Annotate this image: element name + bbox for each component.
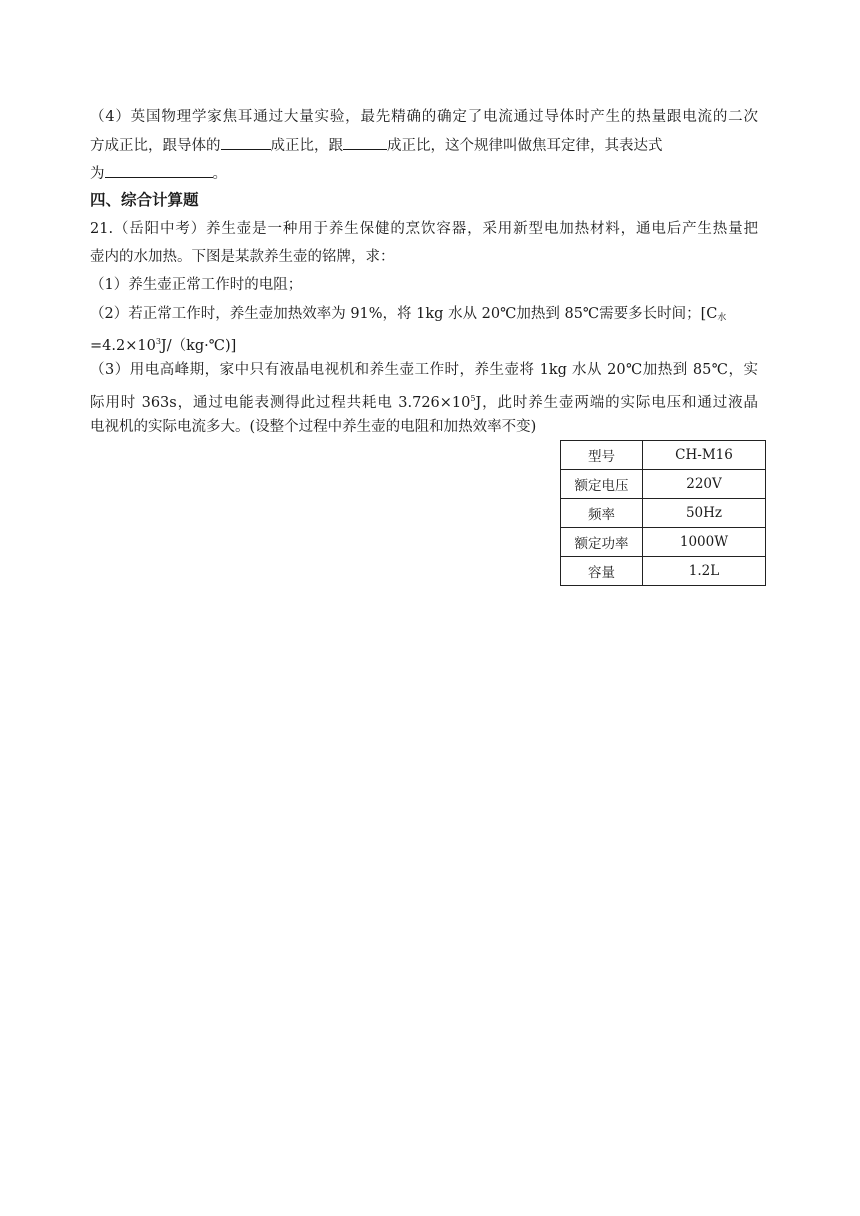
nameplate-label: 容量: [561, 557, 643, 586]
q21-sub2-text-b: J/（kg·℃)]: [160, 338, 237, 354]
q21-sub2-text-a: =4.2×10: [90, 338, 156, 354]
part4-text-d: 为: [90, 166, 105, 182]
nameplate-label: 型号: [561, 441, 643, 470]
part4-line-2: [90, 135, 663, 156]
nameplate-row: [561, 470, 766, 499]
nameplate-body: [561, 441, 766, 586]
nameplate-value: CH-M16: [643, 441, 766, 470]
part4-text-c: 成正比，这个规律叫做焦耳定律，其表达式: [387, 138, 663, 154]
water-subscript: 水: [717, 313, 727, 323]
nameplate-value: 1000W: [643, 528, 766, 557]
q21-sub2-line-2: [90, 332, 236, 356]
part4-text-e: 。: [212, 166, 227, 182]
nameplate-value: 1.2L: [643, 557, 766, 586]
nameplate-row: [561, 499, 766, 528]
q21-line-1: 21.（岳阳中考）养生壶是一种用于养生保健的烹饮容器，采用新型电加热材料，通电后产生热量把: [90, 221, 758, 237]
q21-sub2-text: （2）若正常工作时，养生壶加热效率为 91%，将 1kg 水从 20℃加热到 85℃需要多长时间；[C: [90, 306, 718, 322]
part4-line-3: [90, 163, 227, 184]
exponent-3: 3: [155, 337, 161, 346]
answer-blank-1[interactable]: [221, 135, 271, 150]
nameplate-row: [561, 528, 766, 557]
nameplate-value: 50Hz: [643, 499, 766, 528]
section-title: 四、综合计算题: [90, 191, 199, 209]
answer-blank-3[interactable]: [105, 163, 213, 178]
exponent-5: 5: [470, 394, 476, 403]
nameplate-label: 额定电压: [561, 470, 643, 499]
nameplate-value: 220V: [643, 470, 766, 499]
q21-sub3-text-b: J，此时养生壶两端的实际电压和通过液晶: [475, 395, 758, 411]
q21-sub1: （1）养生壶正常工作时的电阻；: [90, 277, 303, 293]
nameplate-label: 额定功率: [561, 528, 643, 557]
q21-sub3-line-1: （3）用电高峰期，家中只有液晶电视机和养生壶工作时，养生壶将 1kg 水从 20℃加热到 85℃，实: [90, 362, 758, 378]
answer-blank-2[interactable]: [343, 135, 387, 150]
q21-sub3-line-3: 电视机的实际电流多大。(设整个过程中养生壶的电阻和加热效率不变): [90, 419, 537, 435]
nameplate-table: [560, 440, 766, 586]
nameplate-label: 频率: [561, 499, 643, 528]
q21-line-2: 壶内的水加热。下图是某款养生壶的铭牌，求：: [90, 249, 395, 265]
q21-sub3-line-2: [90, 389, 758, 413]
part4-text-a: 方成正比，跟导体的: [90, 138, 221, 154]
nameplate-row: [561, 441, 766, 470]
part4-text-b: 成正比，跟: [270, 138, 343, 154]
q21-sub2-line-1: [90, 304, 726, 328]
q21-sub3-text-a: 际用时 363s，通过电能表测得此过程共耗电 3.726×10: [90, 395, 471, 411]
part4-line-1: （4）英国物理学家焦耳通过大量实验，最先精确的确定了电流通过导体时产生的热量跟电流的二次: [90, 109, 758, 125]
nameplate-row: [561, 557, 766, 586]
